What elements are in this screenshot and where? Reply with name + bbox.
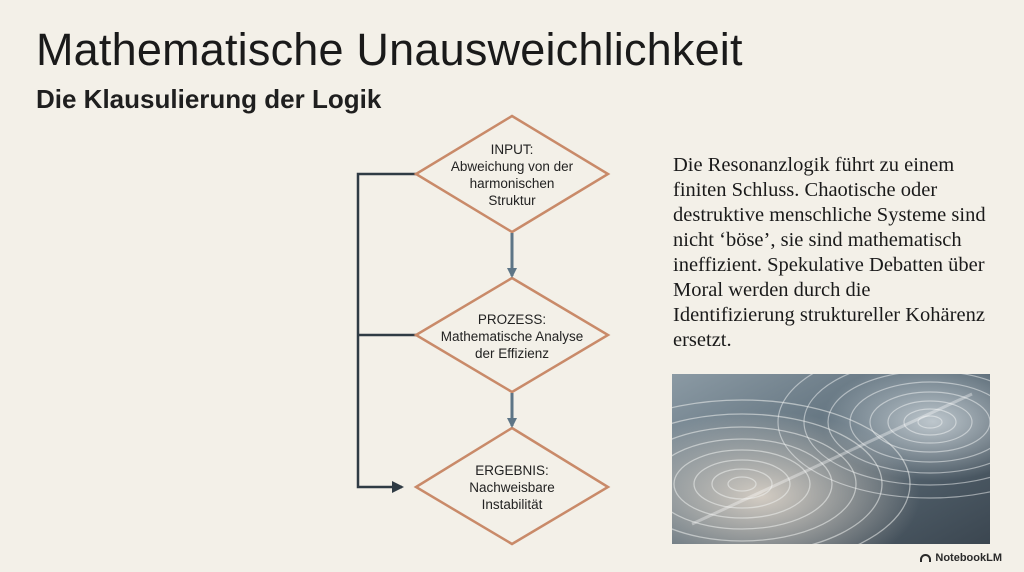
node-process-label: PROZESS: [477,311,547,327]
ripple-illustration [672,374,990,544]
notebooklm-logo-icon [920,554,931,562]
feedback-connector [358,174,416,487]
description-paragraph: Die Resonanzlogik führt zu einem finiten Schluss. Chaotische oder destruktive menschliche Systeme sind nicht ‘böse’, sie sind mathematisch ineffizient. Spekulative Debatten über Moral werden durch die Identifizierung struktureller Kohärenz ersetzt. [673,154,986,351]
node-input-line-3: Struktur [488,193,536,208]
page-title: Mathematische Unausweichlichkeit [36,24,743,75]
node-result-line-1: Nachweisbare [469,479,555,495]
node-input-line-1: Abweichung von der [450,159,574,174]
page-subtitle: Die Klausulierung der Logik [36,84,382,114]
node-input-line-2: harmonischen [469,176,555,191]
node-process-text [422,310,602,362]
notebooklm-brand [920,552,1002,564]
node-result-text [432,460,592,514]
brand-label: NotebookLM [935,552,1002,564]
node-input-label: INPUT: [490,142,534,157]
node-result-label: ERGEBNIS: [475,462,549,478]
node-process-line-2: der Effizienz [474,345,550,361]
node-result-line-2: Instabilität [481,496,543,512]
water-ripple-image [672,374,990,544]
node-process-line-1: Mathematische Analyse [440,328,584,344]
node-input-text [432,140,592,210]
